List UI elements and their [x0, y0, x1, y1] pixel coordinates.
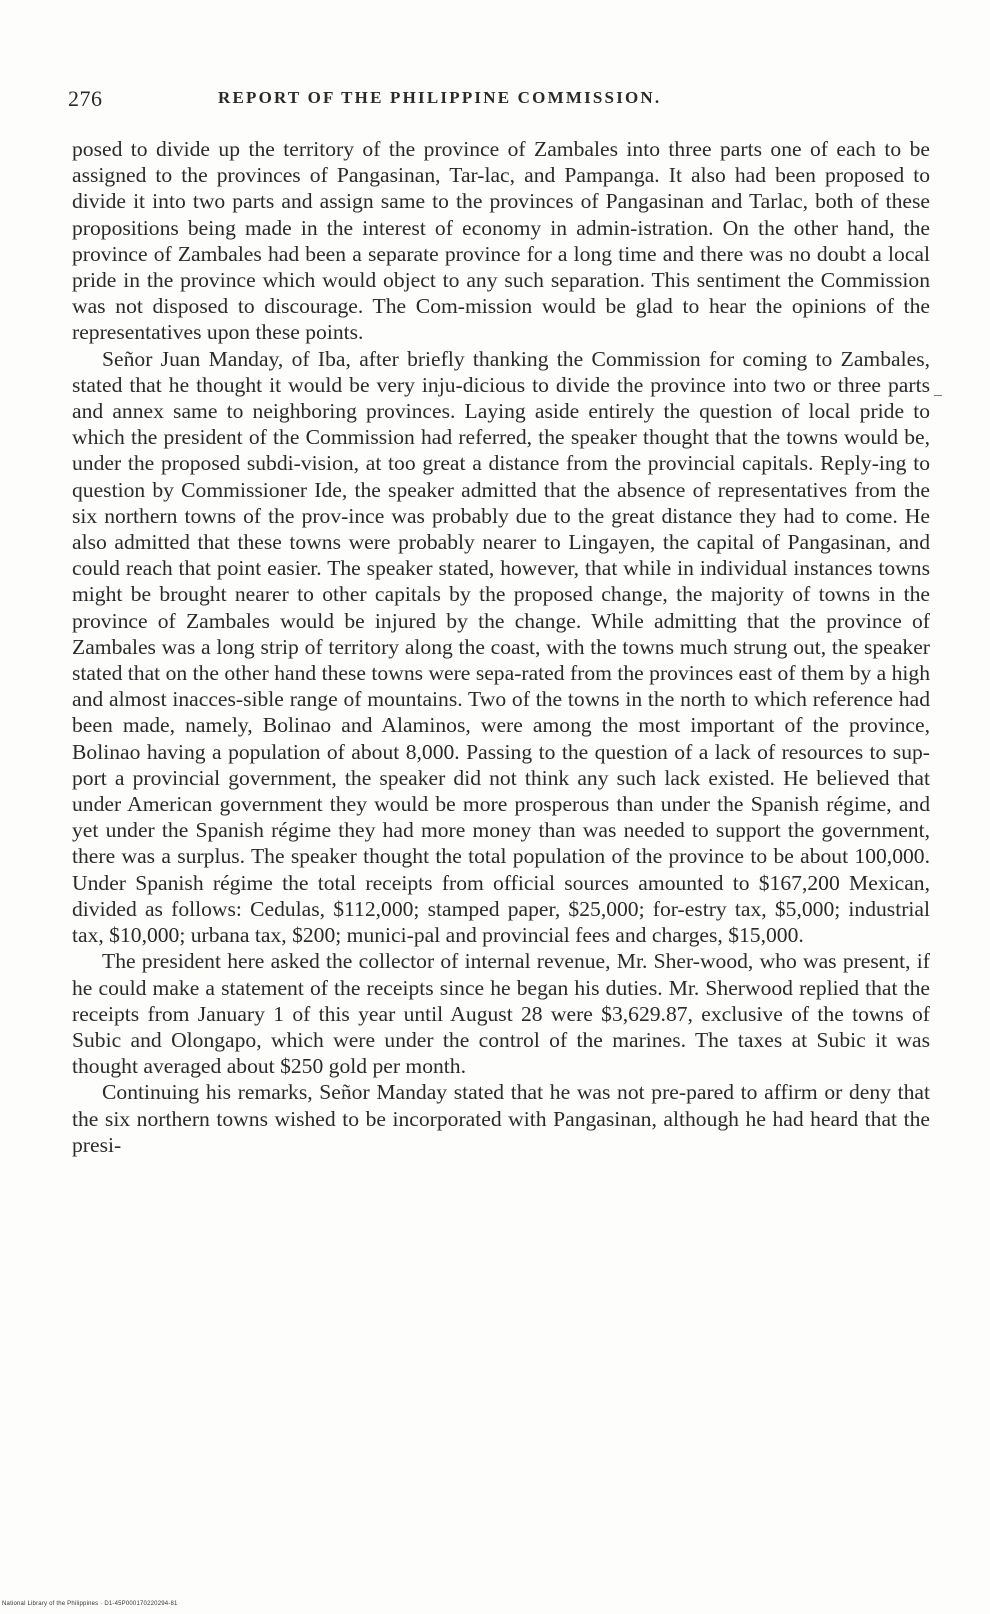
page-header	[68, 86, 918, 116]
running-title: REPORT OF THE PHILIPPINE COMMISSION.	[218, 88, 662, 107]
body-text	[72, 136, 930, 1158]
paragraph-manday-continued: Continuing his remarks, Señor Manday stated that he was not pre-pared to affirm or deny that the six northern towns wished to be incorporated with Pangasinan, although he had heard that the presi-	[72, 1080, 930, 1157]
paragraph-continuation: posed to divide up the territory of the province of Zambales into three parts one of each to be assigned to the provinces of Pangasinan, Tar-lac, and Pampanga. It also had been proposed to divide it into two parts and assign same to the provinces of Pangasinan and Tarlac, both of these propositions being made in the interest of economy in admin-istration. On the other hand, the province of Zambales had been a separate province for a long time and there was no doubt a local pride in the province which would object to any such separation. This sentiment the Commission was not disposed to discourage. The Com-mission would be glad to hear the opinions of the representatives upon these points.	[72, 137, 930, 345]
scan-footer: National Library of the Philippines · D1-45P000170220294-81	[2, 1601, 178, 1607]
margin-mark	[934, 395, 942, 396]
paragraph-manday-statement: Señor Juan Manday, of Iba, after briefly thanking the Commission for coming to Zambales, stated that he thought it would be very inju-dicious to divide the province into two or three parts and annex same to neighboring provinces. Laying aside entirely the question of local pride to which the president of the Commission had referred, the speaker thought that the towns would be, under the proposed subdi-vision, at too great a distance from the provincial capitals. Reply-ing to question by Commissioner Ide, the speaker admitted that the absence of representatives from the six northern towns of the prov-ince was probably due to the great distance they had to come. He also admitted that these towns were probably nearer to Lingayen, the capital of Pangasinan, and could reach that point easier. The speaker stated, however, that while in individual instances towns might be brought nearer to other capitals by the proposed change, the majority of towns in the province of Zambales would be injured by the change. While admitting that the province of Zambales was a long strip of territory along the coast, with the towns much strung out, the speaker stated that on the other hand these towns were sepa-rated from the provinces east of them by a high and almost inacces-sible range of mountains. Two of the towns in the north to which reference had been made, namely, Bolinao and Alaminos, were among the most important of the province, Bolinao having a population of about 8,000. Passing to the question of a lack of resources to sup-port a provincial government, the speaker did not think any such lack existed. He believed that under American government they would be more prosperous than under the Spanish régime, and yet under the Spanish régime they had more money than was needed to support the government, there was a surplus. The speaker thought the total population of the province to be about 100,000. Under Spanish régime the total receipts from official sources amounted to $167,200 Mexican, divided as follows: Cedulas, $112,000; stamped paper, $25,000; for-estry tax, $5,000; industrial tax, $10,000; urbana tax, $200; munici-pal and provincial fees and charges, $15,000.	[72, 346, 930, 948]
page-number: 276	[68, 86, 103, 111]
paragraph-sherwood-receipts: The president here asked the collector of internal revenue, Mr. Sher-wood, who was present, if he could make a statement of the receipts since he began his duties. Mr. Sherwood replied that the receipts from January 1 of this year until August 28 were $3,629.87, exclusive of the towns of Subic and Olongapo, which were under the control of the marines. The taxes at Subic it was thought averaged about $250 gold per month.	[72, 949, 930, 1079]
